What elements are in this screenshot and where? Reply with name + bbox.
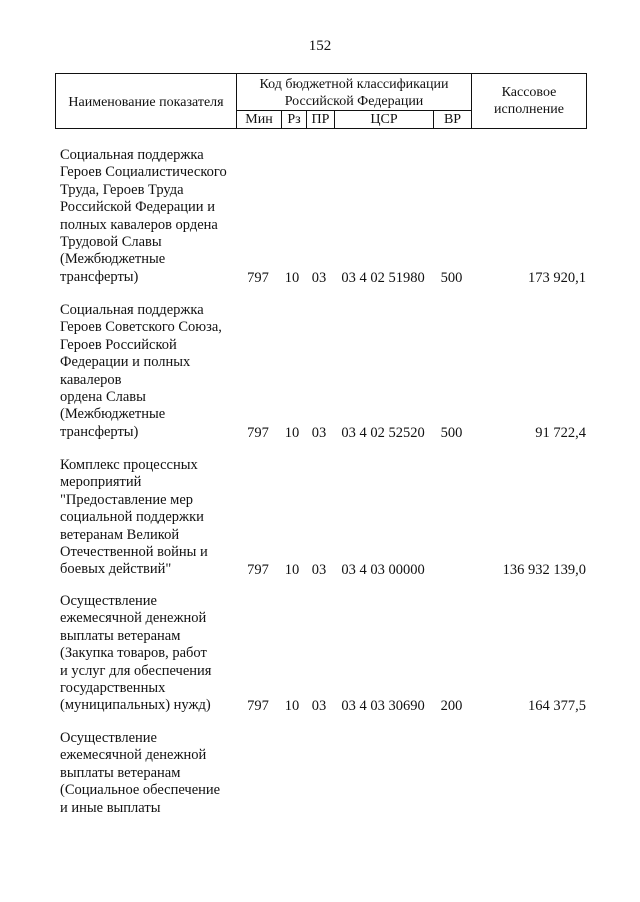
row-pr: 03 bbox=[311, 269, 327, 286]
row-vr: 500 bbox=[440, 424, 463, 441]
row-name: Социальная поддержка Героев Советского Союза, Героев Российской Федерации и полных кавалеров ордена Славы (Межбюджетные трансферты) bbox=[60, 302, 222, 440]
row-csr: 03 4 03 30690 bbox=[341, 697, 425, 714]
row-pr: 03 bbox=[311, 424, 327, 441]
row-min: 797 bbox=[247, 697, 269, 714]
row-amount: 173 920,1 bbox=[528, 269, 586, 286]
header-min: Мин bbox=[245, 112, 273, 127]
row-vr: 200 bbox=[440, 697, 463, 714]
header-rz: Рз bbox=[287, 112, 301, 127]
row-rz: 10 bbox=[284, 424, 300, 441]
row-name: Социальная поддержка Героев Социалистического Труда, Героев Труда Российской Федерации и полных кавалеров ордена Трудовой Славы (Межбюджетные трансферты) bbox=[60, 147, 227, 285]
row-csr: 03 4 02 51980 bbox=[341, 269, 425, 286]
row-csr: 03 4 02 52520 bbox=[341, 424, 425, 441]
header-csr: ЦСР bbox=[370, 112, 398, 127]
header-code-group: Код бюджетной классификации Российской Федерации bbox=[259, 76, 449, 109]
row-amount: 136 932 139,0 bbox=[502, 561, 586, 578]
header-pr: ПР bbox=[311, 112, 330, 127]
row-min: 797 bbox=[247, 269, 269, 286]
row-amount: 164 377,5 bbox=[528, 697, 586, 714]
row-pr: 03 bbox=[311, 561, 327, 578]
row-min: 797 bbox=[247, 424, 269, 441]
row-name: Осуществление ежемесячной денежной выплаты ветеранам (Закупка товаров, работ и услуг для обеспечения государственных (муниципальных) нужд) bbox=[60, 593, 212, 714]
table-row bbox=[55, 147, 587, 287]
row-amount: 91 722,4 bbox=[535, 424, 586, 441]
row-rz: 10 bbox=[284, 269, 300, 286]
page-number: 152 bbox=[308, 38, 332, 54]
row-csr: 03 4 03 00000 bbox=[341, 561, 425, 578]
table-row bbox=[55, 457, 587, 579]
table-row bbox=[55, 730, 587, 820]
table-row bbox=[55, 302, 587, 442]
header-amount: Кассовое исполнение bbox=[494, 85, 564, 117]
row-name: Комплекс процессных мероприятий "Предоставление мер социальной поддержки ветеранам Великой Отечественной войны и боевых действий" bbox=[60, 457, 208, 578]
row-name: Осуществление ежемесячной денежной выплаты ветеранам (Социальное обеспечение и иные выплаты bbox=[60, 730, 221, 816]
row-min: 797 bbox=[247, 561, 269, 578]
table-header bbox=[55, 73, 587, 129]
row-rz: 10 bbox=[284, 697, 300, 714]
table-row bbox=[55, 593, 587, 715]
row-rz: 10 bbox=[284, 561, 300, 578]
header-vr: ВР bbox=[443, 112, 462, 127]
header-indicator-name: Наименование показателя bbox=[68, 94, 224, 110]
row-pr: 03 bbox=[311, 697, 327, 714]
row-vr: 500 bbox=[440, 269, 463, 286]
